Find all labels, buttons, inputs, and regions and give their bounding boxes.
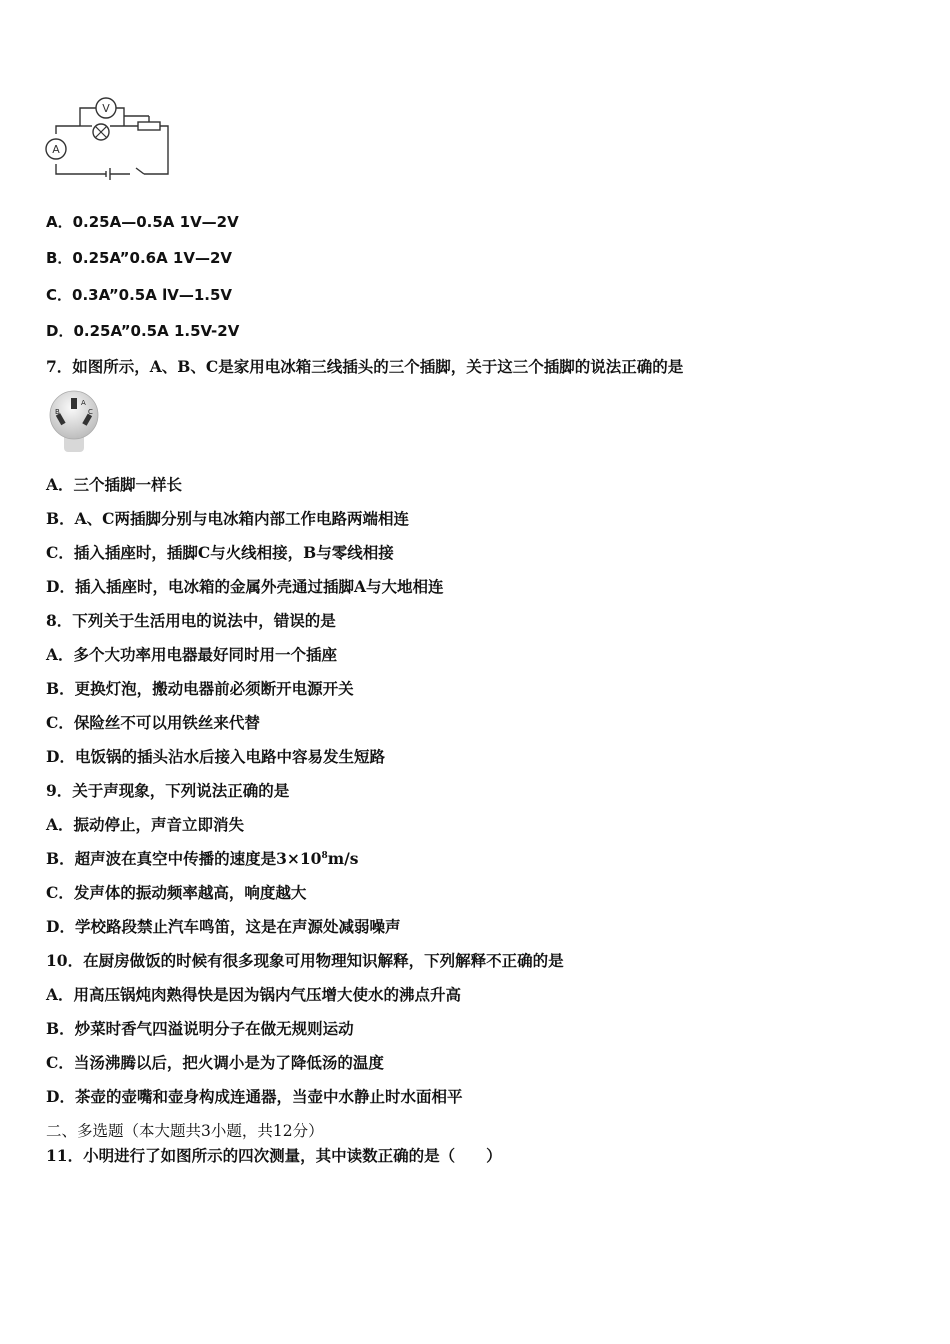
q6-option-a: A．0.25A—0.5A 1V—2V [46,213,239,231]
circuit-diagram [44,96,174,184]
q7-option-c: C．插入插座时，插脚C与火线相接，B与零线相接 [46,543,394,562]
q10-option-d: D．茶壶的壶嘴和壶身构成连通器，当壶中水静止时水面相平 [46,1087,463,1106]
q9-option-b-exponent: 8 [321,850,328,861]
q6-option-b: B．0.25A”0.6A 1V—2V [46,249,233,267]
q10-option-c: C．当汤沸腾以后，把火调小是为了降低汤的温度 [46,1053,384,1072]
q8-option-a: A．多个大功率用电器最好同时用一个插座 [46,645,338,664]
q8-stem: 8．下列关于生活用电的说法中，错误的是 [46,611,336,630]
q7-option-b: B．A、C两插脚分别与电冰箱内部工作电路两端相连 [46,509,409,528]
q9-option-b-prefix: B．超声波在真空中传播的速度是3×10 [46,849,322,868]
q8-option-c: C．保险丝不可以用铁丝来代替 [46,713,260,732]
q9-option-b-suffix: m/s [327,849,359,868]
q8-option-d: D．电饭锅的插头沾水后接入电路中容易发生短路 [46,747,385,766]
plug-label-a: A [81,399,86,407]
q6-option-d: D．0.25A”0.5A 1.5V-2V [46,322,240,340]
q6-option-c: C．0.3A”0.5A lV—1.5V [46,286,233,304]
plug-label-b: B [55,408,60,416]
q9-option-c: C．发声体的振动频率越高，响度越大 [46,883,307,902]
q10-option-a: A．用高压锅炖肉熟得快是因为锅内气压增大使水的沸点升高 [46,985,462,1004]
q11-stem: 11．小明进行了如图所示的四次测量，其中读数正确的是（ ） [46,1146,502,1165]
q10-option-b: B．炒菜时香气四溢说明分子在做无规则运动 [46,1019,354,1038]
q7-stem: 7．如图所示，A、B、C是家用电冰箱三线插头的三个插脚，关于这三个插脚的说法正确的是 [46,357,684,376]
section-heading: 二、多选题（本大题共3小题，共12分） [46,1122,324,1140]
q7-option-d: D．插入插座时，电冰箱的金属外壳通过插脚A与大地相连 [46,577,444,596]
q9-option-d: D．学校路段禁止汽车鸣笛，这是在声源处减弱噪声 [46,917,401,936]
plug-label-c: C [88,408,93,416]
ammeter-label: A [52,143,60,156]
q7-option-a: A．三个插脚一样长 [46,475,183,494]
q9-option-b [46,849,359,869]
q10-stem: 10．在厨房做饭的时候有很多现象可用物理知识解释，下列解释不正确的是 [46,951,564,970]
q9-stem: 9．关于声现象，下列说法正确的是 [46,781,290,800]
q9-option-a: A．振动停止，声音立即消失 [46,815,245,834]
voltmeter-label: V [102,102,110,115]
plug-image [46,390,102,454]
q8-option-b: B．更换灯泡，搬动电器前必须断开电源开关 [46,679,354,698]
